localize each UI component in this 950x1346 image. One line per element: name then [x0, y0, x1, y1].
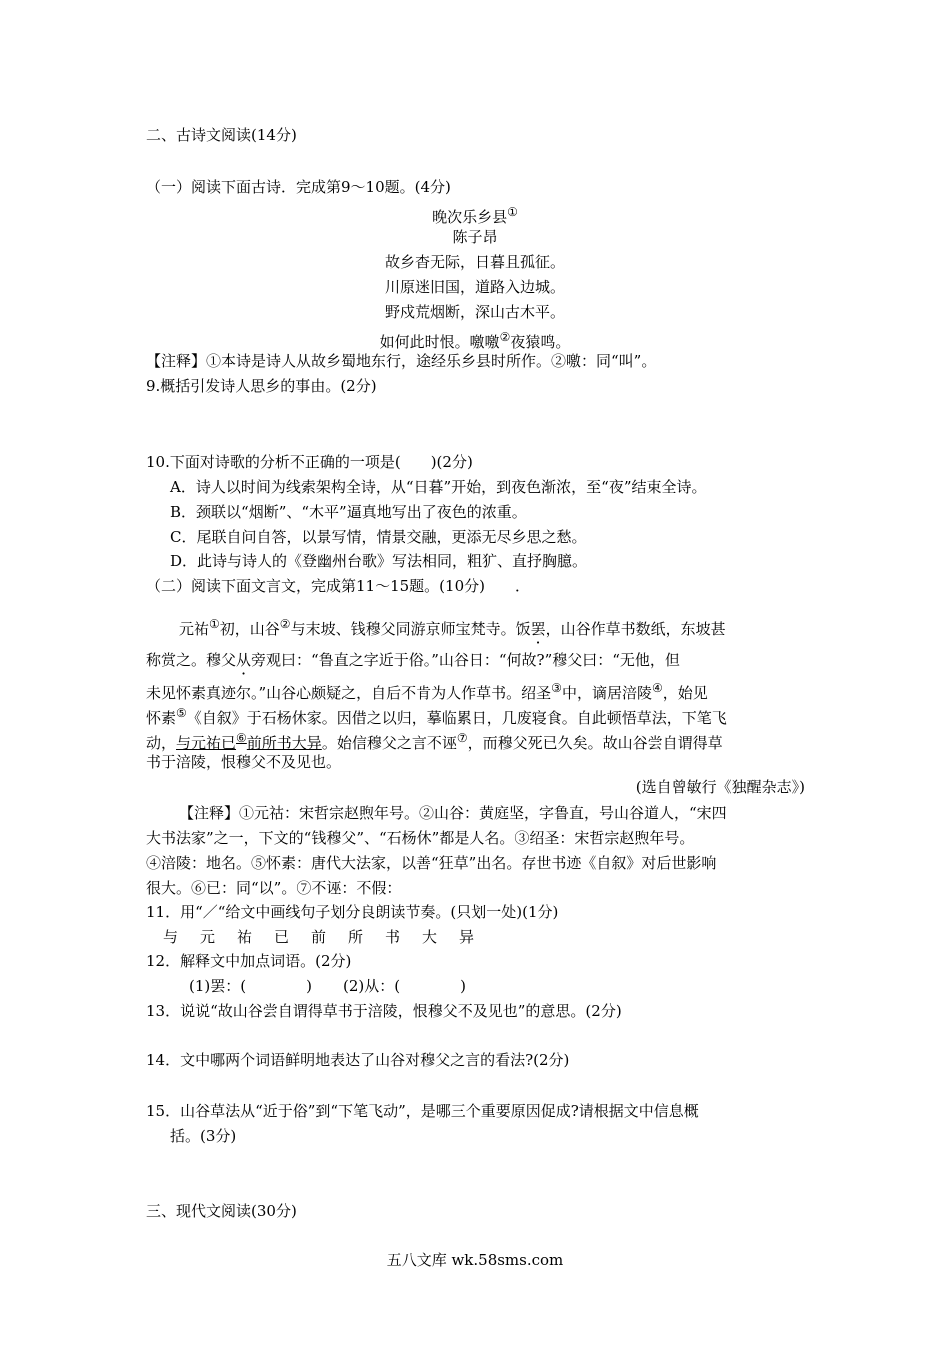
passage-line-5: 动，与元祐已⑥前所书大异。始信穆父之言不诬⑦，而穆父死已久矣。故山谷尝自谓得草 — [146, 731, 723, 752]
q11-sentence-chars: 与 元 祐 已 前 所 书 大 异 — [163, 928, 475, 946]
passage-line-1: 元祐①初，山谷②与末坡、钱穆父同游京师宝梵寺。饭罢，山谷作草书数纸，东坡甚 — [179, 617, 726, 638]
q10-option-d: D．此诗与诗人的《登幽州台歌》写法相同，粗犷、直抒胸臆。 — [170, 552, 588, 570]
question-14: 14．文中哪两个词语鲜明地表达了山谷对穆父之言的看法?(2分) — [146, 1051, 570, 1069]
q12-item-2: (2)从：( ) — [343, 977, 466, 995]
question-11: 11．用“／“给文中画线句子划分良朗读节奏。(只划一处)(1分) — [146, 903, 559, 921]
passage-notes-2: 大书法家”之一，下文的“钱穆父”、“石杨休”都是人名。③绍圣：宋哲宗赵煦年号。 — [146, 829, 695, 847]
section-3-heading: 三、现代文阅读(30分) — [146, 1202, 297, 1220]
poem-line-3: 野戍荒烟断，深山古木平。 — [384, 303, 565, 321]
q12-item-1: (1)罢：( ) — [189, 977, 312, 995]
part-1-intro: （一）阅读下面古诗．完成第9～10题。(4分) — [146, 178, 451, 196]
passage-line-6: 书于涪陵，恨穆父不及见也。 — [146, 753, 342, 771]
q10-option-b: B．颈联以“烟断”、“木平”逼真地写出了夜色的浓重。 — [170, 503, 527, 521]
part-2-intro: （二）阅读下面文言文，完成第11～15题。(10分) ． — [146, 577, 530, 595]
section-2-heading: 二、古诗文阅读(14分) — [146, 126, 297, 144]
dotted-word-ba: 罢 — [530, 620, 546, 638]
q10-option-a: A．诗人以时间为线索架构全诗，从“日暮”开始，到夜色渐浓，至“夜”结束全诗。 — [170, 478, 707, 496]
question-15-cont: 括。(3分) — [170, 1127, 237, 1145]
question-10: 10.下面对诗歌的分析不正确的一项是( )(2分) — [146, 453, 473, 471]
passage-line-2: 称赏之。穆父从旁观曰：“鲁直之字近于俗。”山谷日：“何故?”穆父曰：“无他，但 — [146, 651, 680, 669]
poem-line-4: 如何此时恨。噭噭②夜猿鸣。 — [379, 330, 571, 351]
poem-line-2: 川原迷旧国，道路入边城。 — [384, 278, 565, 296]
passage-notes-4: 很大。⑥已：同“以”。⑦不诬：不假： — [146, 879, 402, 897]
q10-option-c: C．尾联自问自答，以景写情，情景交融，更添无尽乡思之愁。 — [170, 528, 587, 546]
poem-author: 陈子昂 — [452, 228, 498, 246]
passage-line-4: 怀素⑤《自叙》于石杨休家。因借之以归，摹临累日，几废寝食。自此顿悟草法，下笔飞 — [146, 706, 727, 727]
question-13: 13．说说“故山谷尝自谓得草书于涪陵，恨穆父不及见也”的意思。(2分) — [146, 1002, 622, 1020]
poem-line-1: 故乡杳无际，日暮且孤征。 — [384, 253, 565, 271]
question-12: 12．解释文中加点词语。(2分) — [146, 952, 352, 970]
question-9: 9.概括引发诗人思乡的事由。(2分) — [146, 377, 377, 395]
poem-note: 【注释】①本诗是诗人从故乡蜀地东行，途经乐乡县时所作。②噭：同“叫”。 — [146, 352, 657, 370]
passage-notes-1: 【注释】①元祜：宋哲宗赵煦年号。②山谷：黄庭坚，字鲁直，号山谷道人，“宋四 — [179, 804, 727, 822]
dotted-word-cong: 从 — [236, 651, 252, 669]
question-15: 15．山谷草法从“近于俗”到“下笔飞动”，是哪三个重要原因促成?请根据文中信息概 — [146, 1102, 699, 1120]
passage-source: (选自曾敏行《独醒杂志》) — [635, 778, 805, 796]
passage-notes-3: ④涪陵：地名。⑤怀素：唐代大法家，以善“狂草”出名。存世书迹《自叙》对后世影响 — [146, 854, 717, 872]
footer-watermark: 五八文库 wk.58sms.com — [386, 1251, 564, 1269]
poem-title: 晚次乐乡县① — [432, 205, 518, 226]
underlined-sentence: 与元祐已 — [176, 734, 237, 752]
passage-line-3: 未见怀素真迹尔。”山谷心颇疑之，自后不肯为人作草书。绍圣③中，谪居涪陵④，始见 — [146, 681, 708, 702]
